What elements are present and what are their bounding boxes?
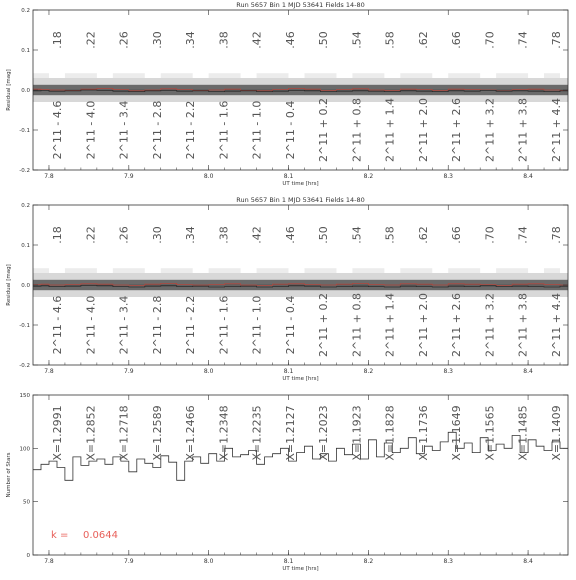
- top-annotation: .66: [450, 226, 464, 244]
- y-tick-label: 0.0: [21, 88, 30, 94]
- band-patch: [33, 268, 49, 273]
- band-patch: [352, 73, 384, 78]
- top-annotation: .26: [117, 31, 131, 49]
- bottom-annotation: 2^11 + 0.8: [350, 98, 364, 162]
- y-tick-label: 50: [23, 499, 30, 506]
- bottom-annotation: 2^11 + 3.2: [483, 98, 497, 162]
- bottom-annotation: 2^11 + 1.4: [383, 98, 397, 162]
- band-patch: [400, 73, 432, 78]
- airmass-annotation: X=1.2127: [283, 405, 297, 461]
- y-tick-label: -0.1: [19, 323, 30, 329]
- k-annotation-label: k =: [51, 530, 69, 541]
- x-tick-label: 8.2: [363, 368, 374, 375]
- top-annotation: .30: [150, 226, 164, 244]
- y-tick-label: 0.0: [21, 283, 30, 289]
- y-axis-label: Number of Stars: [6, 452, 12, 498]
- y-tick-label: 0: [26, 553, 30, 559]
- chart-title: Run 5657 Bin 1 MJD 53641 Fields 14-80: [236, 196, 365, 204]
- top-annotation: .42: [250, 226, 264, 244]
- x-tick-label: 7.8: [44, 558, 54, 565]
- bottom-annotation: 2^11 - 1.0: [250, 295, 264, 355]
- top-annotation: .78: [550, 31, 563, 49]
- bottom-annotation: 2^11 + 2.6: [450, 98, 464, 162]
- bottom-annotation: 2^11 + 4.4: [550, 98, 563, 162]
- top-annotation: .62: [416, 226, 430, 244]
- bottom-annotation: 2^11 + 2.0: [416, 98, 430, 162]
- airmass-annotation: X=1.1409: [550, 405, 563, 461]
- airmass-annotation: X=1.2348: [217, 405, 231, 461]
- airmass-annotation: X=1.2589: [150, 405, 164, 461]
- top-annotation: .30: [150, 31, 164, 49]
- bottom-annotation: 2^11 - 4.6: [51, 295, 64, 355]
- airmass-annotation: X=1.1565: [483, 405, 497, 461]
- bottom-annotation: 2^11 - 3.4: [117, 100, 131, 160]
- bottom-annotation: 2^11 + 2.6: [450, 293, 464, 357]
- airmass-annotation: X=1.1828: [383, 405, 397, 461]
- y-tick-label: -0.2: [19, 363, 30, 369]
- top-annotation: .18: [51, 226, 64, 244]
- airmass-annotation: X=1.1923: [350, 405, 364, 461]
- x-tick-label: 8.4: [523, 558, 533, 565]
- airmass-annotation: X=1.2235: [250, 405, 264, 461]
- bottom-annotation: 2^11 - 1.6: [217, 100, 231, 160]
- k-annotation-value: 0.0644: [83, 530, 118, 541]
- bottom-annotation: 2^11 - 4.6: [51, 100, 64, 160]
- y-tick-label: -0.1: [19, 128, 30, 134]
- y-tick-label: 0.2: [21, 8, 30, 14]
- top-annotation: .50: [317, 226, 331, 244]
- bottom-annotation: 2^11 + 4.4: [550, 293, 563, 357]
- x-tick-label: 8.1: [283, 558, 294, 565]
- top-annotation: .22: [84, 31, 98, 49]
- airmass-annotation: X=1.1649: [450, 405, 464, 461]
- x-tick-label: 8.3: [443, 173, 453, 180]
- y-tick-label: 150: [19, 393, 30, 399]
- x-tick-label: 8.4: [523, 368, 533, 375]
- bottom-annotation: 2^11 + 0.8: [350, 293, 364, 357]
- band-patch: [304, 73, 336, 78]
- band-patch: [209, 73, 241, 78]
- top-annotation: .54: [350, 31, 364, 49]
- bottom-annotation: 2^11 + 0.2: [317, 293, 331, 357]
- band-patch: [400, 268, 432, 273]
- bottom-annotation: 2^11 - 2.8: [150, 100, 164, 160]
- bottom-annotation: 2^11 - 0.4: [283, 295, 297, 355]
- chart-panel-1: [6, 1, 568, 187]
- top-annotation: .26: [117, 226, 131, 244]
- x-tick-label: 7.9: [124, 558, 134, 565]
- top-annotation: .58: [383, 226, 397, 244]
- band-patch: [352, 268, 384, 273]
- top-annotation: .18: [51, 31, 64, 49]
- top-annotation: .58: [383, 31, 397, 49]
- bottom-annotation: 2^11 + 1.4: [383, 293, 397, 357]
- bottom-annotation: 2^11 + 3.8: [516, 293, 530, 357]
- bottom-annotation: 2^11 - 2.2: [184, 295, 198, 355]
- bottom-annotation: 2^11 - 4.0: [84, 100, 98, 160]
- bottom-annotation: 2^11 - 1.6: [217, 295, 231, 355]
- bottom-annotation: 2^11 + 3.2: [483, 293, 497, 357]
- x-tick-label: 8.1: [283, 173, 294, 180]
- band-patch: [161, 268, 193, 273]
- band-patch: [257, 268, 289, 273]
- top-annotation: .42: [250, 31, 264, 49]
- band-patch: [448, 268, 480, 273]
- airmass-annotation: X=1.2718: [117, 405, 131, 461]
- band-patch: [113, 268, 145, 273]
- top-annotation: .22: [84, 226, 98, 244]
- top-annotation: .74: [516, 226, 530, 244]
- bottom-annotation: 2^11 - 4.0: [84, 295, 98, 355]
- bottom-annotation: 2^11 + 0.2: [317, 98, 331, 162]
- top-annotation: .34: [184, 31, 198, 49]
- x-axis-label: UT time [hrs]: [282, 181, 319, 187]
- x-tick-label: 7.9: [124, 173, 134, 180]
- x-tick-label: 8.3: [443, 368, 453, 375]
- top-annotation: .34: [184, 226, 198, 244]
- band-patch: [113, 73, 145, 78]
- x-tick-label: 8.2: [363, 558, 374, 565]
- top-annotation: .46: [283, 31, 297, 49]
- band-patch: [65, 268, 97, 273]
- band-patch: [544, 73, 560, 78]
- x-tick-label: 8.4: [523, 173, 533, 180]
- band-patch: [209, 268, 241, 273]
- top-annotation: .38: [217, 226, 231, 244]
- airmass-annotation: X=1.2466: [184, 405, 198, 461]
- airmass-annotation: X=1.1485: [516, 405, 530, 461]
- bottom-annotation: 2^11 - 2.2: [184, 100, 198, 160]
- x-tick-label: 7.8: [44, 173, 54, 180]
- top-annotation: .66: [450, 31, 464, 49]
- y-tick-label: 100: [19, 446, 30, 453]
- bottom-annotation: 2^11 + 2.0: [416, 293, 430, 357]
- airmass-annotation: X=1.2023: [317, 405, 331, 461]
- top-annotation: .70: [483, 226, 497, 244]
- airmass-annotation: X=1.2852: [84, 405, 98, 461]
- x-tick-label: 8.3: [443, 558, 453, 565]
- y-axis-label: Residual [mag]: [6, 264, 12, 306]
- x-tick-label: 8.0: [203, 368, 214, 375]
- airmass-annotation: X=1.2991: [51, 405, 64, 461]
- x-tick-label: 8.1: [283, 368, 294, 375]
- x-axis-label: UT time [hrs]: [282, 566, 319, 572]
- x-tick-label: 8.0: [203, 558, 214, 565]
- band-patch: [304, 268, 336, 273]
- x-tick-label: 8.2: [363, 173, 374, 180]
- top-annotation: .70: [483, 31, 497, 49]
- y-tick-label: 0.2: [21, 203, 30, 209]
- bottom-annotation: 2^11 - 3.4: [117, 295, 131, 355]
- band-patch: [65, 73, 97, 78]
- bottom-annotation: 2^11 - 0.4: [283, 100, 297, 160]
- band-patch: [33, 73, 49, 78]
- top-annotation: .74: [516, 31, 530, 49]
- band-patch: [544, 268, 560, 273]
- top-annotation: .62: [416, 31, 430, 49]
- band-patch: [448, 73, 480, 78]
- y-tick-label: 0.1: [21, 243, 30, 249]
- x-tick-label: 8.0: [203, 173, 214, 180]
- top-annotation: .50: [317, 31, 331, 49]
- y-axis-label: Residual [mag]: [6, 69, 12, 111]
- bottom-annotation: 2^11 - 2.8: [150, 295, 164, 355]
- top-annotation: .78: [550, 226, 563, 244]
- airmass-annotation: X=1.1736: [416, 405, 430, 461]
- y-tick-label: 0.1: [21, 48, 30, 54]
- top-annotation: .46: [283, 226, 297, 244]
- y-tick-label: -0.2: [19, 168, 30, 174]
- chart-panel-2: [6, 196, 568, 382]
- chart-panel-3: [6, 393, 568, 572]
- x-axis-label: UT time [hrs]: [282, 376, 319, 382]
- top-annotation: .38: [217, 31, 231, 49]
- chart-title: Run 5657 Bin 1 MJD 53641 Fields 14-80: [236, 1, 365, 9]
- x-tick-label: 7.8: [44, 368, 54, 375]
- top-annotation: .54: [350, 226, 364, 244]
- band-patch: [496, 268, 528, 273]
- bottom-annotation: 2^11 - 1.0: [250, 100, 264, 160]
- x-tick-label: 7.9: [124, 368, 134, 375]
- band-patch: [257, 73, 289, 78]
- band-patch: [496, 73, 528, 78]
- band-patch: [161, 73, 193, 78]
- bottom-annotation: 2^11 + 3.8: [516, 98, 530, 162]
